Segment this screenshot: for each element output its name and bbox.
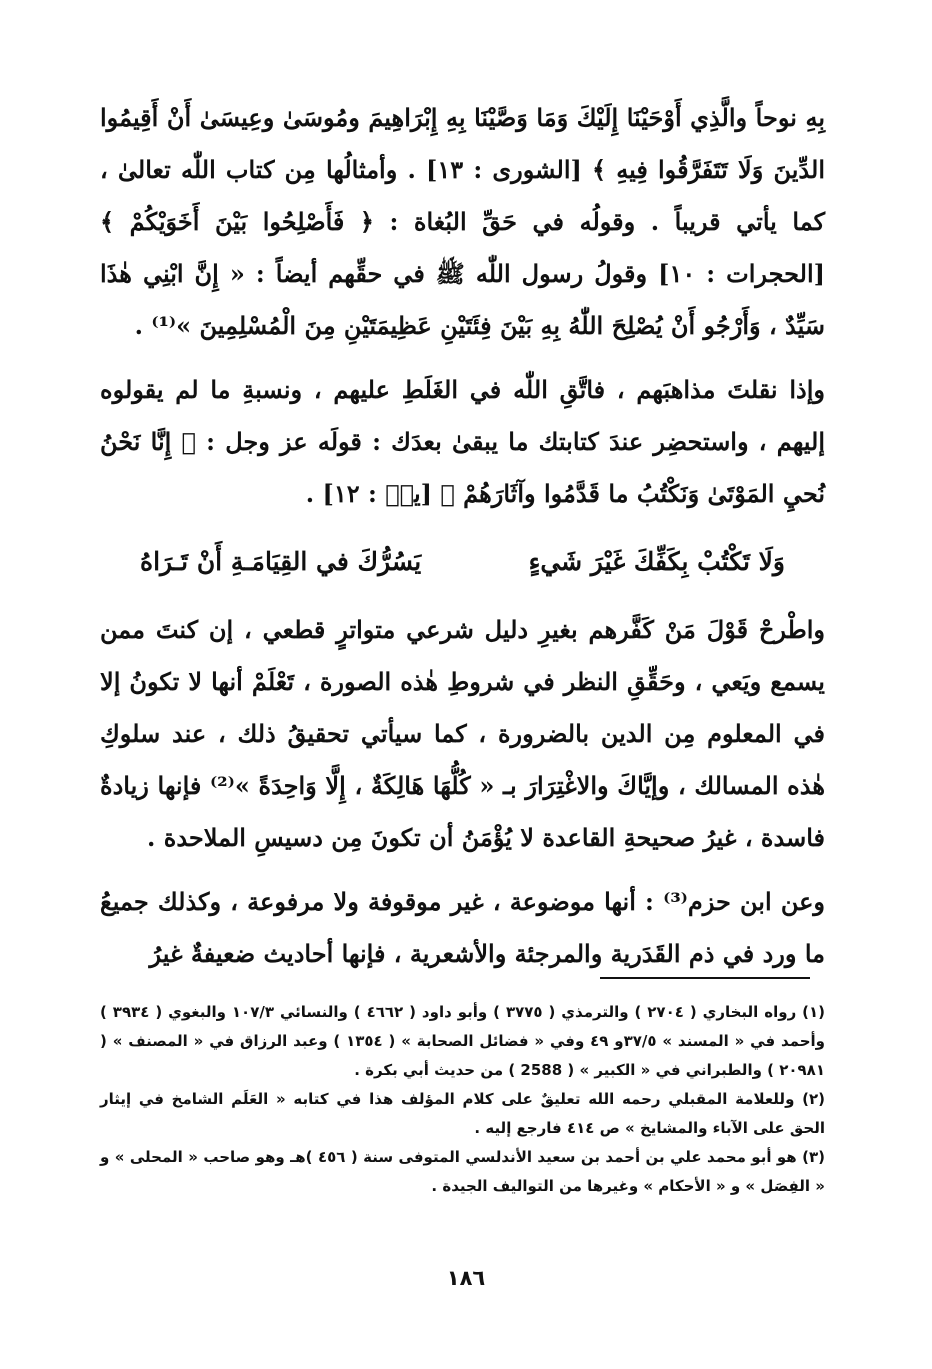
footnote-1: (١) رواه البخاري ( ٢٧٠٤ ) والترمذي ( ٣٧٧٥ ) وأبو داود ( ٤٦٦٢ ) والنسائي ١٠٧/٣ والبغوي ( ٣٩٣٤ ) وأحمد في « المسند » ٣٧/٥و ٤٩ وفي « فضائل الصحابة » ( ١٣٥٤ ) وعبد الرزاق في « المصنف » ( ٢٠٩٨١ ) والطبراني في « الكبير » ( 2588 ) من حديث أبي بكرة . xyxy=(100,1003,826,1079)
poetry-verse xyxy=(140,536,785,588)
paragraph-3: واطْرحْ قَوْلَ مَنْ كَفَّرهم بغيرِ دليل شرعي متواترٍ قطعي ، إن كنتَ ممن يسمع ويَعي ، وحَقِّقِ النظر في شروطِ هٰذه الصورة ، تَعْلَمْ أنها لا تكونُ إلا في المعلوم مِن الدين بالضرورة ، كما سيأتي تحقيقُ ذلك ، عند سلوكِ هٰذه المسالك ، وإيَّاكَ والاغْتِرَارَ بـ « كُلُّهَا هَالِكَةٌ ، إِلَّا وَاحِدَةً »⁽²⁾ فإنها زيادةٌ فاسدة ، غيرُ صحيحةِ القاعدة لا يُؤْمَنُ أن تكونَ مِن دسيسِ الملاحدة . xyxy=(100,615,825,852)
footnote-divider xyxy=(600,977,810,979)
footnote-2: (٢) وللعلامة المقبلي رحمه الله تعليقٌ على كلام المؤلف هذا في كتابه « العَلَم الشامخ في إيثار الحق على الآباء والمشايخ » ص ٤١٤ فارجع إليه . xyxy=(100,1090,825,1137)
paragraph-2: وإذا نقلتَ مذاهبَهم ، فاتَّقِ اللّٰه في الغَلَطِ عليهم ، ونسبةِ ما لم يقولوه إليهم ، واستحضِر عندَ كتابتك ما يبقىٰ بعدَك : قولَه عز وجل : ﴿ إِنَّا نَحْنُ نُحيِ المَوْتَىٰ وَنَكْتُبُ ما قَدَّمُوا وآثَارَهُمْ ﴾ [يسۤ : ١٢] . xyxy=(100,375,825,508)
paragraph-4: وعن ابن حزم⁽³⁾ : أنها موضوعة ، غير موقوفة ولا مرفوعة ، وكذلك جميعُ ما ورد في ذم القَدَرية والمرجئة والأشعرية ، فإنها أحاديث ضعيفةٌ غيرُ xyxy=(100,887,825,968)
main-text xyxy=(100,92,825,980)
page-number: ١٨٦ xyxy=(446,1266,486,1290)
paragraph-1: بِهِ نوحاً والَّذِي أَوْحَيْنَا إِلَيْكَ وَمَا وَصَّيْنَا بِهِ إِبْرَاهِيمَ ومُوسَىٰ وعِيسَىٰ أَنْ أَقِيمُوا الدِّينَ وَلَا تَتَفَرَّقُوا فِيهِ ﴾ [الشورى : ١٣] . وأمثالُها مِن كتاب اللّٰه تعالىٰ ، كما يأتي قريباً . وقولُه في حَقِّ البُغاة : ﴿ فَأَصْلِحُوا بَيْنَ أَخَوَيْكُمْ ﴾ [الحجرات : ١٠] وقولُ رسول اللّٰه ﷺ في حقِّهم أيضاً : « إِنَّ ابْنِي هٰذَا سَيِّدٌ ، وَأَرْجُو أَنْ يُصْلِحَ اللّٰهُ بِهِ بَيْنَ فِئَتَيْنِ عَظِيمَتَيْنِ مِنَ الْمُسْلِمِينَ »⁽¹⁾ . xyxy=(100,103,825,340)
footnote-3: (٣) هو أبو محمد علي بن أحمد بن سعيد الأندلسي المتوفى سنة ( ٤٥٦ )هـ وهو صاحب « المحلى » و « الفِصَل » و « الأحكام » وغيرها من التواليف الجيدة . xyxy=(100,1148,825,1195)
verse-first-hemistich: وَلَا تَكْتُبْ بِكَفِّكَ غَيْرَ شَيءٍ xyxy=(528,547,785,576)
verse-second-hemistich: يَسُرُّكَ في القِيَامَـةِ أَنْ تَـرَاهُ xyxy=(140,547,422,576)
footnotes xyxy=(100,998,825,1201)
